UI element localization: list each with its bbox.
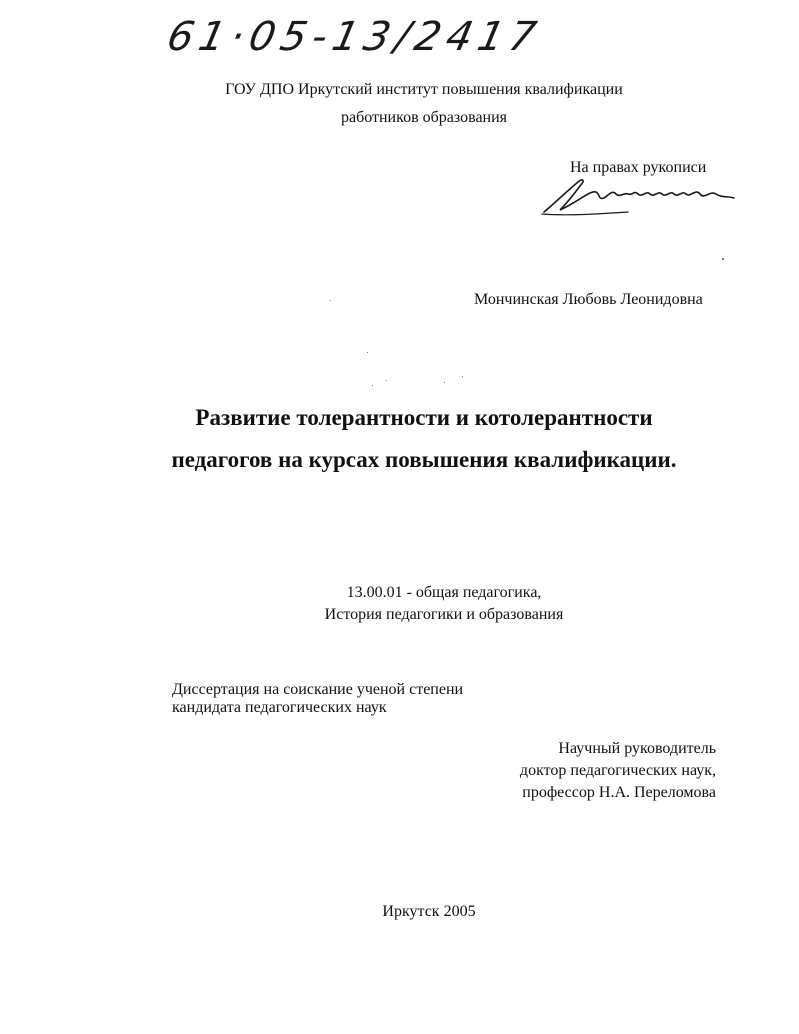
- degree-line2: кандидата педагогических наук: [172, 699, 387, 716]
- institute-name-line2: работников образования: [340, 109, 508, 126]
- city-year: Иркутск 2005: [382, 903, 476, 920]
- handwritten-archive-number: 61·05-13/2417: [163, 14, 547, 60]
- dissertation-title-line1: Развитие толерантности и котолерантности: [195, 405, 653, 430]
- specialty-name: История педагогики и образования: [324, 606, 564, 623]
- scan-speck: [372, 385, 373, 386]
- degree-line1: Диссертация на соискание ученой степени: [172, 681, 464, 698]
- scan-speck: [462, 376, 463, 377]
- scan-speck: [722, 258, 724, 260]
- author-name: Мончинская Любовь Леонидовна: [474, 291, 703, 308]
- author-signature: [538, 172, 738, 220]
- scan-speck: [444, 382, 445, 383]
- supervisor-label: Научный руководитель: [558, 740, 716, 757]
- manuscript-rights-label: На правах рукописи: [570, 159, 707, 176]
- dissertation-title-line2: педагогов на курсах повышения квалификации.: [171, 447, 677, 472]
- supervisor-name: профессор Н.А. Переломова: [522, 784, 716, 801]
- scan-speck: [367, 352, 368, 353]
- institute-name-line1: ГОУ ДПО Иркутский институт повышения квалификации: [225, 81, 623, 98]
- specialty-code: 13.00.01 - общая педагогика,: [346, 584, 542, 601]
- supervisor-degree: доктор педагогических наук,: [519, 762, 716, 779]
- scan-speck: [330, 300, 331, 301]
- scan-speck: [386, 380, 387, 381]
